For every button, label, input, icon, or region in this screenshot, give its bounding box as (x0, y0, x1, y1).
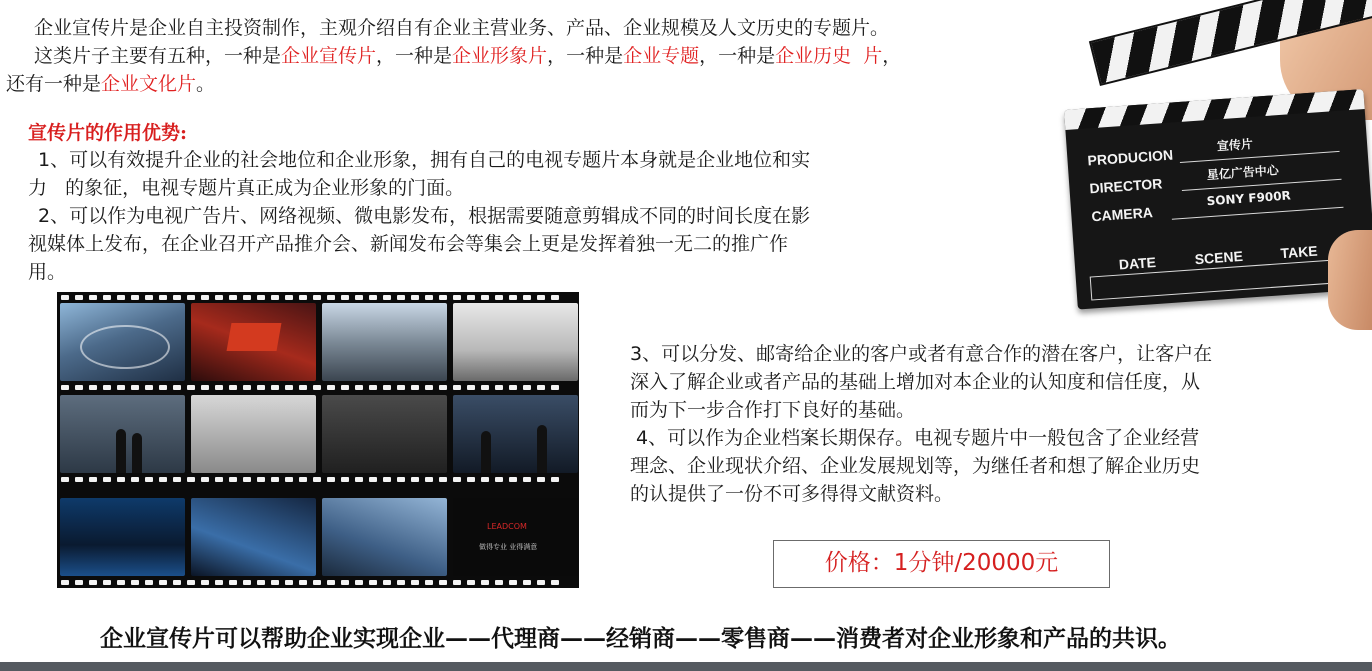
date-label: DATE (1118, 253, 1157, 273)
film-perforation (117, 580, 125, 585)
advantage-item-2-end: 用。 (28, 261, 67, 283)
film-perforation (481, 580, 489, 585)
film-perforation (369, 580, 377, 585)
advantage-item-2: 2、可以作为电视广告片、网络视频、微电影发布，根据需要随意剪辑成不同的时间长度在影 (38, 205, 811, 227)
film-perforation (383, 295, 391, 300)
film-perforation (243, 580, 251, 585)
film-perforation (551, 295, 559, 300)
film-perforation (453, 385, 461, 390)
intro-text: 。 (196, 73, 216, 95)
film-perforation (159, 580, 167, 585)
film-perforation (285, 295, 293, 300)
film-perforation (159, 385, 167, 390)
advantage-item-3: 3、可以分发、邮寄给企业的客户或者有意合作的潜在客户，让客户在 (630, 343, 1213, 365)
film-perforation (355, 385, 363, 390)
film-perforation (481, 477, 489, 482)
film-perforation (75, 385, 83, 390)
film-perforation (103, 385, 111, 390)
intro-text: 企业宣传片是企业自主投资制作，主观介绍自有企业主营业务、产品、企业规模及人文历史的专题片。 (34, 17, 890, 39)
film-perforation (145, 295, 153, 300)
film-perforation (243, 477, 251, 482)
film-perforation (341, 580, 349, 585)
film-perforation (61, 580, 69, 585)
film-perforations (57, 476, 579, 484)
film-perforation (187, 295, 195, 300)
film-perforation (397, 295, 405, 300)
film-perforation (89, 477, 97, 482)
film-frame-factory (322, 303, 447, 381)
intro-text: 还有一种是 (6, 73, 102, 95)
film-perforation (411, 580, 419, 585)
director-value: 星亿广告中心 (1206, 163, 1280, 183)
film-perforation (187, 385, 195, 390)
intro-line-1 (34, 14, 889, 42)
film-row-3 (60, 498, 578, 576)
film-perforation (369, 477, 377, 482)
film-perforation (103, 477, 111, 482)
hand-image (1328, 230, 1372, 330)
film-perforation (523, 580, 531, 585)
advantages-heading: 宣传片的作用优势: (28, 122, 188, 144)
film-perforation (397, 385, 405, 390)
film-perforation (523, 295, 531, 300)
advantages-right-column (630, 340, 1212, 508)
film-perforation (215, 580, 223, 585)
film-perforation (285, 385, 293, 390)
film-perforation (61, 385, 69, 390)
type-highlight: 企业历史 片 (775, 45, 883, 67)
director-label: DIRECTOR (1088, 175, 1163, 197)
film-perforation (173, 477, 181, 482)
film-perforation (439, 295, 447, 300)
film-perforation (467, 295, 475, 300)
film-frame-logo (453, 498, 578, 576)
film-perforation (481, 295, 489, 300)
film-perforation (145, 580, 153, 585)
advantage-item-4: 4、可以作为企业档案长期保存。电视专题片中一般包含了企业经营 (630, 427, 1200, 449)
clapperboard-image (1060, 0, 1372, 330)
film-perforation (425, 295, 433, 300)
film-perforation (131, 477, 139, 482)
bottom-bar (0, 662, 1372, 671)
film-perforation (173, 385, 181, 390)
film-perforation (313, 385, 321, 390)
film-perforation (243, 295, 251, 300)
film-perforation (425, 477, 433, 482)
film-perforation (481, 385, 489, 390)
film-frame-airships (191, 498, 316, 576)
film-perforation (439, 385, 447, 390)
film-perforation (537, 385, 545, 390)
film-frame-lobby (453, 303, 578, 381)
camera-value: SONY F900R (1206, 188, 1292, 209)
film-perforation (215, 385, 223, 390)
film-perforation (411, 295, 419, 300)
type-highlight: 企业文化片 (101, 73, 197, 95)
film-perforation (299, 385, 307, 390)
type-highlight: 企业专题 (623, 45, 700, 67)
advantage-item-4-cont: 理念、企业现状介绍、企业发展规划等，为继任者和想了解企业历史 (630, 455, 1201, 477)
film-perforation (75, 295, 83, 300)
film-frame-office-people (60, 395, 185, 473)
film-perforation (495, 385, 503, 390)
film-perforation (495, 295, 503, 300)
film-perforation (61, 295, 69, 300)
film-perforation (271, 580, 279, 585)
film-perforation (201, 477, 209, 482)
film-perforation (551, 385, 559, 390)
film-perforation (411, 477, 419, 482)
film-perforation (257, 580, 265, 585)
film-perforation (383, 477, 391, 482)
film-perforation (187, 477, 195, 482)
film-perforation (313, 295, 321, 300)
film-perforations (57, 579, 579, 587)
camera-label: CAMERA (1090, 204, 1154, 225)
film-perforation (523, 385, 531, 390)
film-perforation (439, 580, 447, 585)
intro-text: ，一种是 (699, 45, 776, 67)
advantage-item-2-cont: 视媒体上发布，在企业召开产品推介会、新闻发布会等集会上更是发挥着独一无二的推广作 (28, 233, 789, 255)
film-perforation (271, 295, 279, 300)
film-frame-executives (453, 395, 578, 473)
film-perforation (453, 477, 461, 482)
price-box (773, 540, 1110, 588)
film-perforation (327, 477, 335, 482)
film-perforation (257, 385, 265, 390)
advantage-item-4-end: 的认提供了一份不可多得得文献资料。 (630, 483, 954, 505)
film-perforation (383, 580, 391, 585)
film-perforation (439, 477, 447, 482)
film-frame-arena (60, 498, 185, 576)
film-perforation (257, 477, 265, 482)
advantage-item-3-end: 而为下一步合作打下良好的基础。 (630, 399, 916, 421)
film-perforation (341, 385, 349, 390)
film-perforation (327, 295, 335, 300)
film-perforation (383, 385, 391, 390)
intro-text: ，一种是 (376, 45, 453, 67)
footer-slogan: 企业宣传片可以帮助企业实现企业——代理商——经销商——零售商——消费者对企业形象和产品的共识。 (100, 625, 1181, 652)
film-frame-lab (191, 395, 316, 473)
film-perforation (495, 580, 503, 585)
film-perforation (369, 295, 377, 300)
film-perforation (103, 580, 111, 585)
film-perforation (131, 580, 139, 585)
scene-label: SCENE (1194, 247, 1244, 268)
film-perforation (299, 580, 307, 585)
film-perforation (271, 477, 279, 482)
film-perforation (313, 580, 321, 585)
film-perforation (355, 477, 363, 482)
film-perforation (397, 580, 405, 585)
film-perforation (495, 477, 503, 482)
intro-line-3 (6, 70, 215, 98)
film-perforation (355, 295, 363, 300)
film-perforation (243, 385, 251, 390)
film-perforation (509, 295, 517, 300)
film-perforation (159, 295, 167, 300)
clapper-board (1064, 89, 1372, 309)
film-perforation (173, 295, 181, 300)
film-perforation (285, 477, 293, 482)
production-value: 宣传片 (1216, 136, 1254, 154)
advantage-item-1: 1、可以有效提升企业的社会地位和企业形象，拥有自己的电视专题片本身就是企业地位和实 (38, 149, 811, 171)
film-perforation (257, 295, 265, 300)
intro-text: ， (882, 45, 902, 67)
film-perforation (551, 477, 559, 482)
film-perforation (89, 385, 97, 390)
film-perforation (201, 385, 209, 390)
type-highlight: 企业形象片 (452, 45, 548, 67)
film-frame-stadium (60, 303, 185, 381)
film-perforation (187, 580, 195, 585)
film-perforation (285, 580, 293, 585)
film-perforations (57, 384, 579, 392)
film-perforation (537, 580, 545, 585)
film-perforation (453, 295, 461, 300)
film-perforation (299, 477, 307, 482)
film-perforation (117, 295, 125, 300)
film-perforation (215, 295, 223, 300)
film-row-1 (60, 303, 578, 381)
leadcom-logo: LEADCOM (487, 522, 527, 531)
film-perforation (537, 295, 545, 300)
film-perforation (75, 580, 83, 585)
film-perforation (551, 580, 559, 585)
film-perforation (537, 477, 545, 482)
price-text: 价格：1分钟/20000元 (824, 550, 1059, 576)
film-perforation (341, 295, 349, 300)
intro-text: ，一种是 (547, 45, 624, 67)
film-frame-meeting (322, 395, 447, 473)
film-perforation (61, 477, 69, 482)
film-perforation (467, 580, 475, 585)
film-perforation (341, 477, 349, 482)
film-row-2 (60, 395, 578, 473)
film-perforation (159, 477, 167, 482)
film-perforation (131, 295, 139, 300)
film-perforation (201, 580, 209, 585)
film-perforation (173, 580, 181, 585)
film-perforation (467, 477, 475, 482)
leadcom-slogan: 做得专业 业得满意 (479, 543, 538, 551)
intro-text: 这类片子主要有五种，一种是 (34, 45, 282, 67)
film-perforation (397, 477, 405, 482)
advantage-item-3-cont: 深入了解企业或者产品的基础上增加对本企业的认知度和信任度，从 (630, 371, 1201, 393)
film-perforation (229, 580, 237, 585)
film-perforation (145, 385, 153, 390)
film-perforation (89, 295, 97, 300)
type-highlight: 企业宣传片 (281, 45, 377, 67)
film-perforation (117, 477, 125, 482)
film-perforation (425, 580, 433, 585)
film-perforation (327, 385, 335, 390)
film-perforation (313, 477, 321, 482)
film-perforation (229, 477, 237, 482)
take-label: TAKE (1279, 242, 1319, 262)
film-perforation (327, 580, 335, 585)
film-perforation (453, 580, 461, 585)
intro-line-2 (34, 42, 901, 70)
film-perforation (355, 580, 363, 585)
film-perforation (229, 295, 237, 300)
film-perforation (509, 477, 517, 482)
film-perforation (103, 295, 111, 300)
film-perforation (201, 295, 209, 300)
film-perforation (509, 385, 517, 390)
film-perforation (89, 580, 97, 585)
film-perforation (523, 477, 531, 482)
film-frame-pavilion (191, 303, 316, 381)
film-strip-image (57, 292, 579, 588)
film-perforation (215, 477, 223, 482)
film-perforation (271, 385, 279, 390)
film-perforation (425, 385, 433, 390)
advantage-item-1-cont: 力 的象征，电视专题片真正成为企业形象的门面。 (28, 177, 465, 199)
film-frame-skyscraper (322, 498, 447, 576)
film-perforation (467, 385, 475, 390)
film-perforation (369, 385, 377, 390)
film-perforation (145, 477, 153, 482)
film-perforation (411, 385, 419, 390)
film-perforation (117, 385, 125, 390)
film-perforation (509, 580, 517, 585)
film-perforation (75, 477, 83, 482)
film-perforations (57, 294, 579, 302)
film-perforation (299, 295, 307, 300)
production-label: PRODUCION (1087, 146, 1174, 169)
film-perforation (131, 385, 139, 390)
film-perforation (229, 385, 237, 390)
